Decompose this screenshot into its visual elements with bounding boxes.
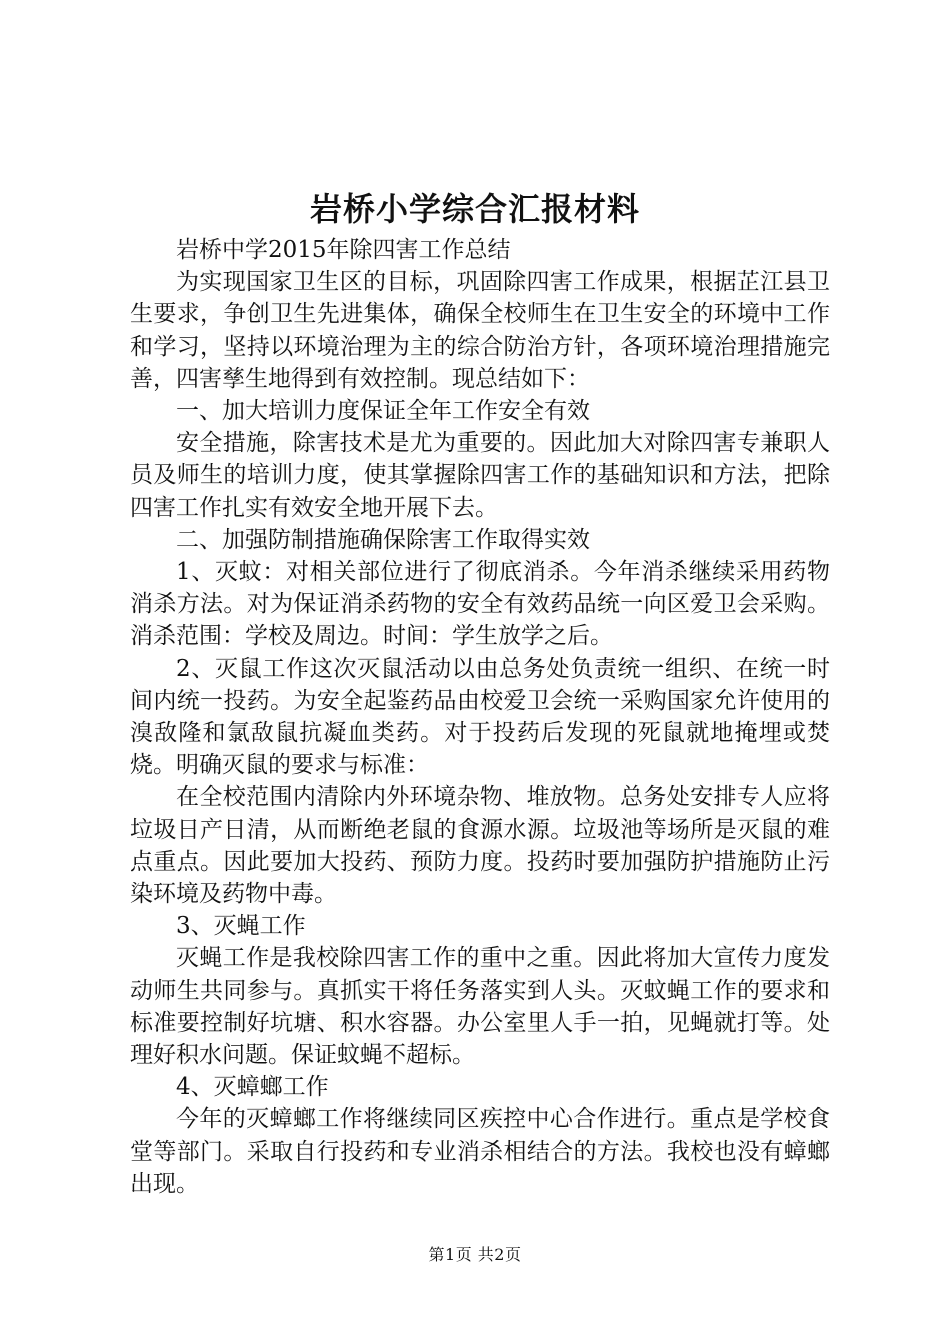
section-heading-1: 一、加大培训力度保证全年工作安全有效 xyxy=(176,398,590,425)
paragraph-fly: 灭蝇工作是我校除四害工作的重中之重。因此将加大宣传力度发动师生共同参与。真抓实干将任务落实到人头。灭蚊蝇工作的要求和标准要控制好坑塘、积水容器。办公室里人手一拍，见蝇就打等。处理好积水问题。保证蚊蝇不超标。 xyxy=(130,945,830,1069)
paragraph-rodent: 2、灭鼠工作这次灭鼠活动以由总务处负责统一组织、在统一时间内统一投药。为安全起鉴药品由校爱卫会统一采购国家允许使用的溴敌隆和氯敌鼠抗凝血类药。对于投药后发现的死鼠就地掩埋或焚烧。明确灭鼠的要求与标准： xyxy=(130,655,830,779)
subheading-fly: 3、灭蝇工作 xyxy=(176,913,306,940)
paragraph-subtitle: 岩桥中学2015年除四害工作总结 xyxy=(176,237,511,263)
paragraph-training: 安全措施，除害技术是尤为重要的。因此加大对除四害专兼职人员及师生的培训力度，使其掌握除四害工作的基础知识和方法，把除四害工作扎实有效安全地开展下去。 xyxy=(130,430,830,521)
section-heading-2: 二、加强防制措施确保除害工作取得实效 xyxy=(176,526,590,553)
page-footer: 第1页 共2页 xyxy=(428,1245,522,1264)
paragraph-intro: 为实现国家卫生区的目标，巩固除四害工作成果，根据芷江县卫生要求，争创卫生先进集体，确保全校师生在卫生安全的环境中工作和学习，坚持以环境治理为主的综合防治方针，各项环境治理措施完善，四害孳生地得到有效控制。现总结如下： xyxy=(130,269,830,392)
paragraph-cockroach: 今年的灭蟑螂工作将继续同区疾控中心合作进行。重点是学校食堂等部门。采取自行投药和专业消杀相结合的方法。我校也没有蟑螂出现。 xyxy=(130,1106,830,1197)
document-body xyxy=(130,234,830,1200)
paragraph-mosquito: 1、灭蚊：对相关部位进行了彻底消杀。今年消杀继续采用药物消杀方法。对为保证消杀药物的安全有效药品统一向区爱卫会采购。消杀范围：学校及周边。时间：学生放学之后。 xyxy=(130,559,830,650)
document-title: 岩桥小学综合汇报材料 xyxy=(309,190,640,228)
subheading-cockroach: 4、灭蟑螂工作 xyxy=(176,1074,329,1101)
paragraph-rodent-standards: 在全校范围内清除内外环境杂物、堆放物。总务处安排专人应将垃圾日产日清，从而断绝老鼠的食源水源。垃圾池等场所是灭鼠的难点重点。因此要加大投药、预防力度。投药时要加强防护措施防止污染环境及药物中毒。 xyxy=(130,784,830,908)
